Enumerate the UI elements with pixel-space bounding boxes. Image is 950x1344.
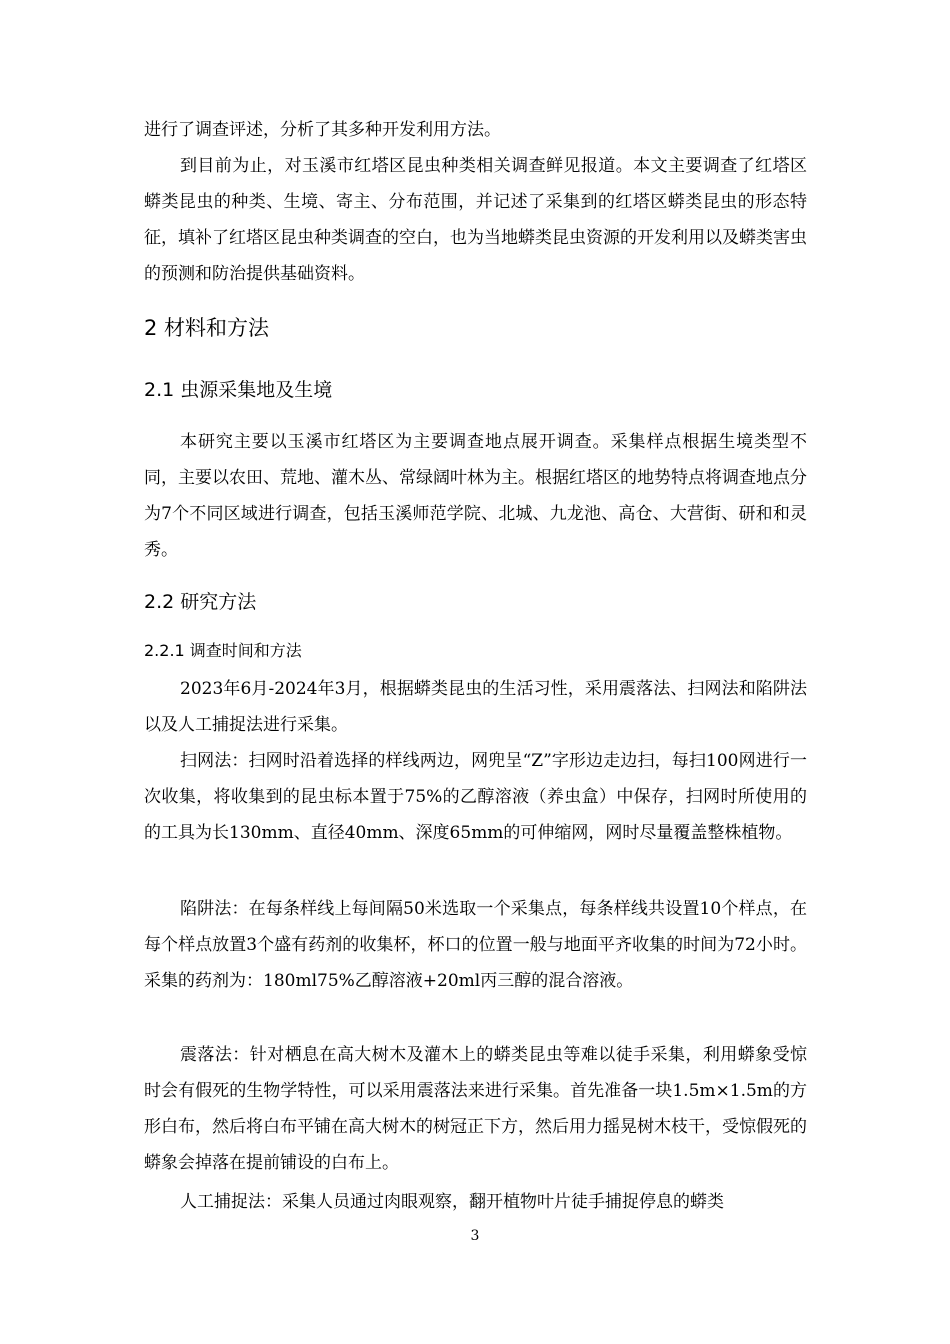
paragraph-research-summary: 到目前为止，对玉溪市红塔区昆虫种类相关调查鲜见报道。本文主要调查了红塔区蟒类昆虫的种类、生境、寄主、分布范围，并记述了采集到的红塔区蟒类昆虫的形态特征，填补了红塔区昆虫种类调查的空白，也为当地蟒类昆虫资源的开发利用以及蟒类害虫的预测和防治提供基础资料。 <box>144 156 807 284</box>
paragraph-pitfall-method: 陷阱法：在每条样线上每间隔50米选取一个采集点，每条样线共设置10个样点，在每个样点放置3个盛有药剂的收集杯，杯口的位置一般与地面平齐收集的时间为72小时。采集的药剂为：180ml75%乙醇溶液+20ml丙三醇的混合溶液。 <box>144 899 807 991</box>
subsection-heading-source: 2.1 虫源采集地及生境 <box>144 379 333 401</box>
subsubsection-heading-time: 2.2.1 调查时间和方法 <box>144 641 302 660</box>
paragraph-survey-sites: 本研究主要以玉溪市红塔区为主要调查地点展开调查。采集样点根据生境类型不同，主要以农田、荒地、灌木丛、常绿阔叶林为主。根据红塔区的地势特点将调查地点分为7个不同区域进行调查，包括玉溪师范学院、北城、九龙池、高仓、大营街、研和和灵秀。 <box>144 432 807 560</box>
section-heading-materials-methods: 2 材料和方法 <box>144 316 270 340</box>
subsection-heading-methods: 2.2 研究方法 <box>144 591 257 613</box>
paragraph-manual-capture: 人工捕捉法：采集人员通过肉眼观察，翻开植物叶片徒手捕捉停息的蟒类 <box>180 1192 724 1212</box>
page-number: 3 <box>470 1228 480 1244</box>
paragraph-sweep-net-method: 扫网法：扫网时沿着选择的样线两边，网兜呈“Z”字形边走边扫，每扫100网进行一次收集，将收集到的昆虫标本置于75%的乙醇溶液（养虫盒）中保存，扫网时所使用的的工具为长130mm、直径40mm、深度65mm的可伸缩网，网时尽量覆盖整株植物。 <box>144 751 807 843</box>
paragraph-intro-end: 进行了调查评述，分析了其多种开发利用方法。 <box>144 120 501 140</box>
paragraph-survey-period: 2023年6月-2024年3月，根据蟒类昆虫的生活习性，采用震落法、扫网法和陷阱法以及人工捕捉法进行采集。 <box>144 679 807 735</box>
paragraph-beating-method: 震落法：针对栖息在高大树木及灌木上的蟒类昆虫等难以徒手采集，利用蟒象受惊时会有假死的生物学特性，可以采用震落法来进行采集。首先准备一块1.5m×1.5m的方形白布，然后将白布平铺在高大树木的树冠正下方，然后用力摇晃树木枝干，受惊假死的蟒象会掉落在提前铺设的白布上。 <box>144 1045 807 1173</box>
